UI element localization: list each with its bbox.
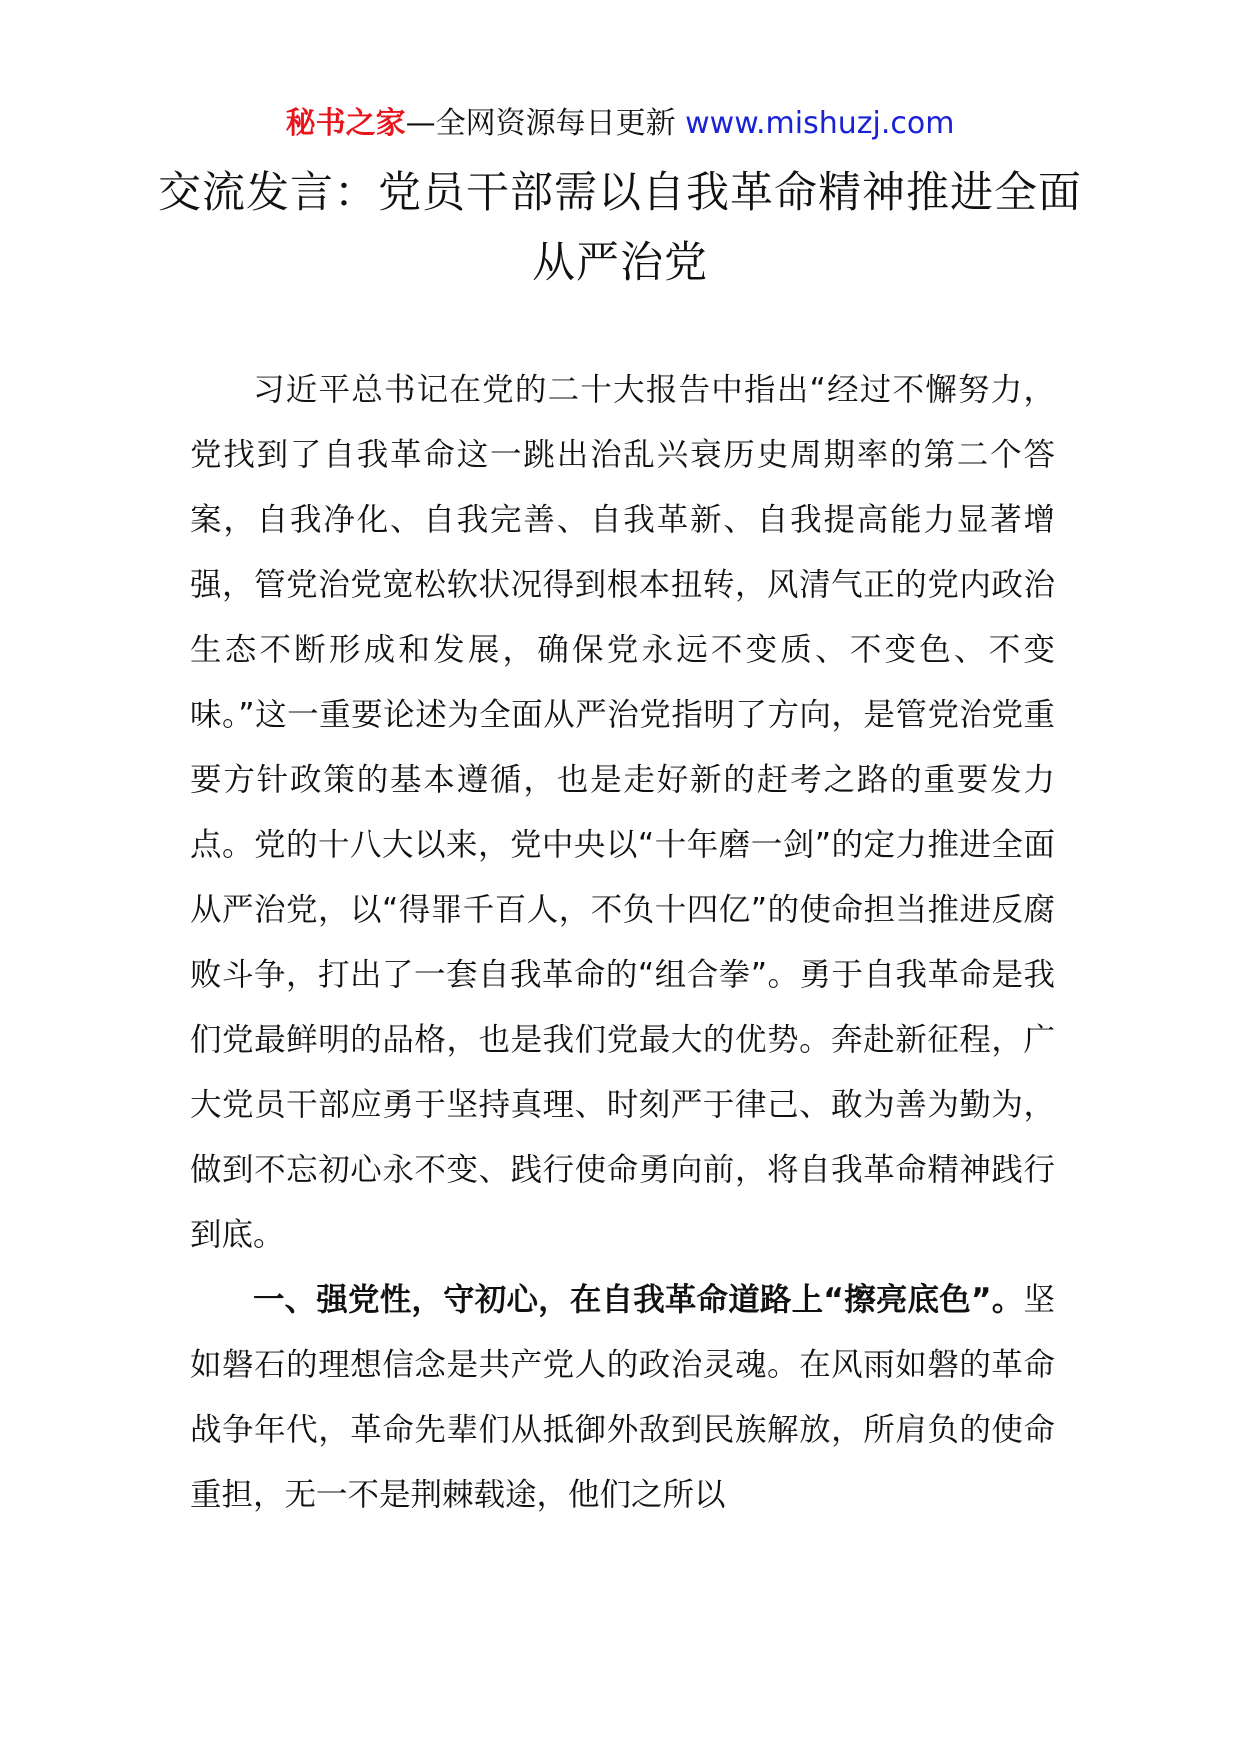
document-body [190,358,1055,1528]
brand-name: 秘书之家 [285,106,406,141]
site-header [0,100,1240,148]
document-title: 交流发言：党员干部需以自我革命精神推进全面从严治党 [158,168,1082,288]
body-paragraph: 习近平总书记在党的二十大报告中指出“经过不懈努力，党找到了自我革命这一跳出治乱兴衰历史周期率的第二个答案，自我净化、自我完善、自我革新、自我提高能力显著增强，管党治党宽松软状况得到根本扭转，风清气正的党内政治生态不断形成和发展，确保党永远不变质、不变色、不变味。”这一重要论述为全面从严治党指明了方向，是管党治党重要方针政策的基本遵循，也是走好新的赶考之路的重要发力点。党的十八大以来，党中央以“十年磨一剑”的定力推进全面从严治党，以“得罪千百人，不负十四亿”的使命担当推进反腐败斗争，打出了一套自我革命的“组合拳”。勇于自我革命是我们党最鲜明的品格，也是我们党最大的优势。奔赴新征程，广大党员干部应勇于坚持真理、时刻严于律己、敢为善为勤为，做到不忘初心永不变、践行使命勇向前，将自我革命精神践行到底。 [190,372,1055,1253]
section-text: 坚如磐石的理想信念是共产党人的政治灵魂。在风雨如磐的革命战争年代，革命先辈们从抵御外敌到民族解放，所肩负的使命重担，无一不是荆棘载途，他们之所以 [190,1282,1055,1513]
section-paragraph [190,1268,1055,1528]
site-slogan: —全网资源每日更新 [405,106,686,141]
section-heading: 一、强党性，守初心，在自我革命道路上“擦亮底色”。 [253,1282,1024,1318]
site-url[interactable]: www.mishuzj.com [685,106,955,141]
